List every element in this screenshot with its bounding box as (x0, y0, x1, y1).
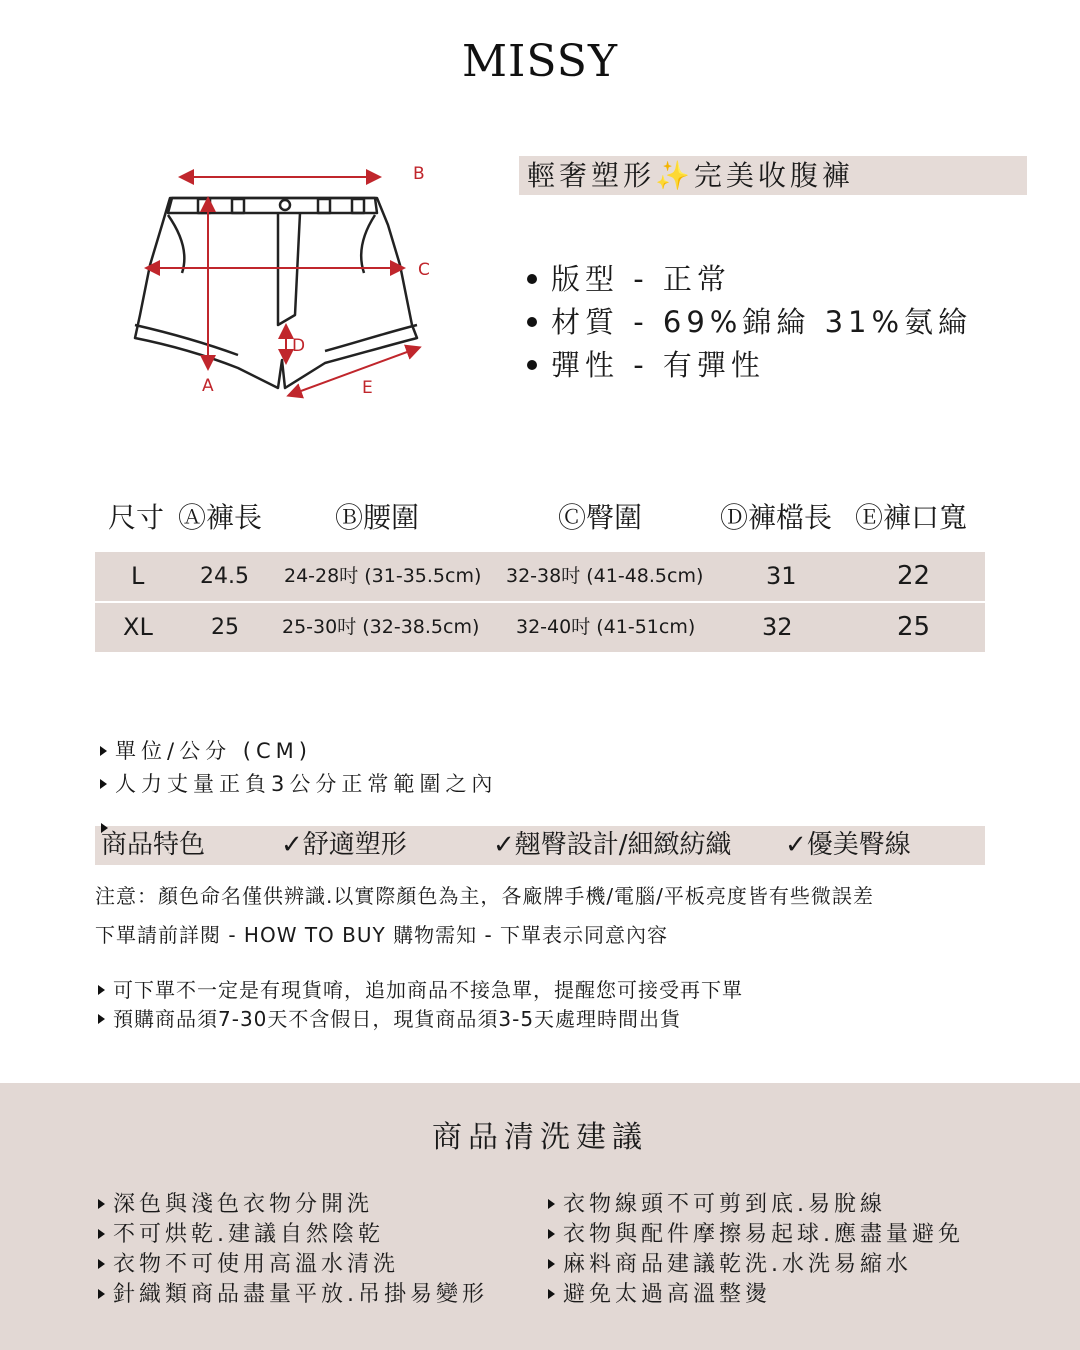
unit-note: 單位/公分 (CM) (100, 735, 312, 765)
feature-bar: 商品特色 ✓舒適塑形 ✓翹臀設計/細緻紡織 ✓優美臀線 (95, 826, 985, 865)
feature-item: ✓翹臀設計/細緻紡織 (493, 830, 732, 860)
table-row: XL 25 25-30吋 (32-38.5cm) 32-40吋 (41-51cm) 32 25 (95, 603, 985, 652)
label-b: B (413, 164, 425, 184)
care-item: 針織類商品盡量平放.吊掛易變形 (98, 1280, 488, 1310)
unit-note: 人力丈量正負3公分正常範圍之內 (100, 768, 497, 798)
care-title: 商品清洗建議 (432, 1120, 648, 1155)
spec-item: 版型 - 正常 (527, 258, 972, 301)
care-item: 衣物不可使用高溫水清洗 (98, 1250, 488, 1280)
header-hip: Ⓒ臀圍 (558, 501, 643, 534)
table-row: L 24.5 24-28吋 (31-35.5cm) 32-38吋 (41-48.5cm) 31 22 (95, 552, 985, 601)
brand-logo: MISSY (462, 36, 618, 87)
header-leg-opening: Ⓔ褲口寬 (855, 501, 968, 534)
label-e: E (362, 378, 373, 398)
purchase-notice: 下單請前詳閱 - HOW TO BUY 購物需知 - 下單表示同意內容 (95, 923, 669, 947)
label-d: D (292, 336, 306, 356)
header-rise: Ⓓ褲檔長 (720, 501, 833, 534)
feature-item: ✓優美臀線 (785, 830, 911, 860)
care-item: 深色與淺色衣物分開洗 (98, 1190, 488, 1220)
spec-item: 材質 - 69%錦綸 31%氨綸 (527, 301, 972, 344)
color-notice: 注意：顏色命名僅供辨識.以實際顏色為主，各廠牌手機/電腦/平板亮度皆有些微誤差 (95, 884, 874, 908)
care-item: 麻料商品建議乾洗.水洗易縮水 (548, 1250, 964, 1280)
care-list-right (548, 1190, 964, 1310)
order-note: 可下單不一定是有現貨唷，追加商品不接急單，提醒您可接受再下單 (98, 974, 743, 1003)
care-item: 避免太過高溫整燙 (548, 1280, 964, 1310)
order-note: 預購商品須7-30天不含假日，現貨商品須3-5天處理時間出貨 (98, 1003, 681, 1032)
label-a: A (202, 376, 214, 396)
spec-item: 彈性 - 有彈性 (527, 344, 972, 387)
care-item: 衣物線頭不可剪到底.易脫線 (548, 1190, 964, 1220)
label-c: C (418, 260, 430, 280)
header-size: 尺寸 (108, 501, 165, 534)
header-length: Ⓐ褲長 (178, 501, 263, 534)
spec-list (527, 258, 972, 387)
care-list-left (98, 1190, 488, 1310)
shorts-measurement-diagram (120, 155, 450, 405)
care-item: 不可烘乾.建議自然陰乾 (98, 1220, 488, 1250)
feature-item: ✓舒適塑形 (281, 830, 407, 860)
product-title: 輕奢塑形✨完美收腹褲 (519, 156, 1027, 195)
care-item: 衣物與配件摩擦易起球.應盡量避免 (548, 1220, 964, 1250)
header-waist: Ⓑ腰圍 (335, 501, 420, 534)
